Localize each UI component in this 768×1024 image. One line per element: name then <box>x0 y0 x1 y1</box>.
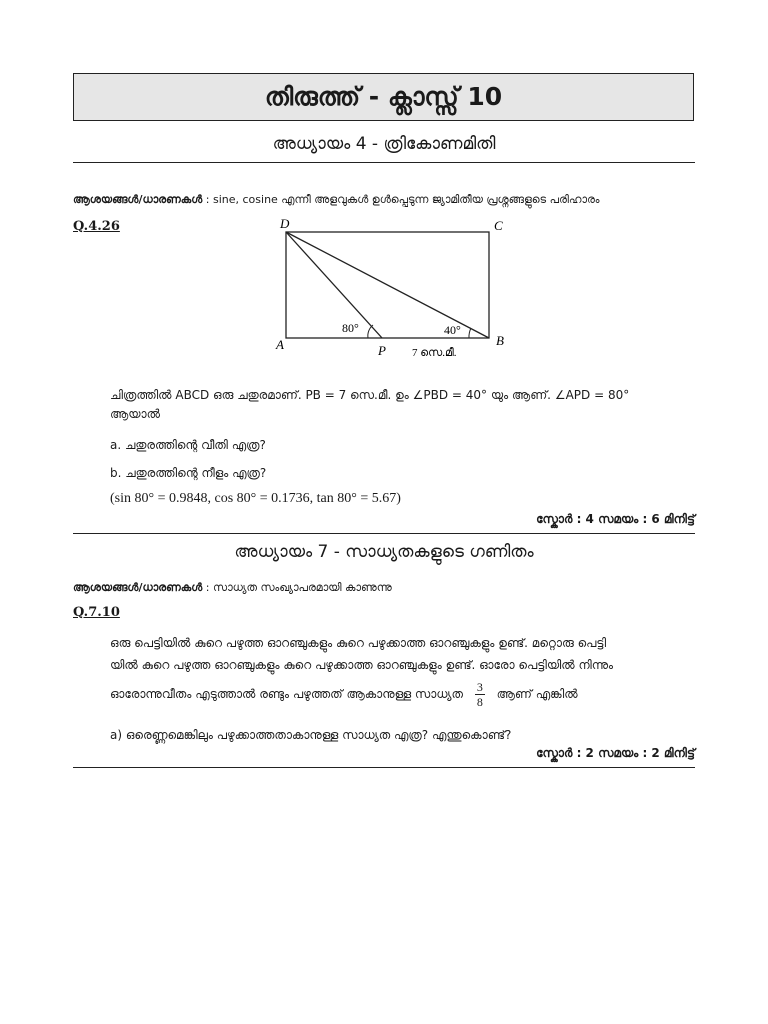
divider <box>73 533 695 534</box>
concept-separator: : <box>205 193 210 206</box>
statement-line: യിൽ കുറെ പഴുത്ത ഓറഞ്ചുകളും കുറെ പഴുക്കാത്ത ഓറഞ്ചുകളും ഉണ്ട്. ഓരോ പെട്ടിയിൽ നിന്നും <box>110 658 614 672</box>
concept-label: ആശയങ്ങൾ/ധാരണകൾ <box>73 193 203 206</box>
label-a: A <box>276 337 284 352</box>
concept-text: sine, cosine എന്നീ അളവുകൾ ഉൾപ്പെടുന്ന ജ്യാമിതീയ പ്രശ്നങ്ങളുടെ പരിഹാരം <box>212 193 600 206</box>
statement-fragment: ആണ് എങ്കിൽ <box>496 687 578 701</box>
concept-line-q7 <box>73 581 392 595</box>
score-q7: സ്കോർ : 2 സമയം : 2 മിനിട്ട് <box>536 746 695 760</box>
statement-line: ഒരു പെട്ടിയിൽ കുറെ പഴുത്ത ഓറഞ്ചുകളും കുറെ പഴുക്കാത്ത ഓറഞ്ചുകളും ഉണ്ട്. മറ്റൊരു പെട്ടി <box>110 636 607 650</box>
line-dp <box>286 232 382 338</box>
statement-line: ആയാൽ <box>110 407 160 421</box>
fraction <box>475 680 485 709</box>
fraction-numerator: 3 <box>476 680 483 694</box>
divider <box>73 767 695 768</box>
page-title: തിരുത്ത് - ക്ലാസ്സ് 10 <box>73 73 694 121</box>
question-number-q4: Q.4.26 <box>73 219 120 234</box>
fraction-denominator: 8 <box>476 695 483 709</box>
concept-label: ആശയങ്ങൾ/ധാരണകൾ <box>73 581 203 594</box>
concept-separator: : <box>205 581 210 594</box>
concept-line-q4 <box>73 193 600 207</box>
chapter-4-title: അധ്യായം 4 - ത്രികോണമിതി <box>272 134 496 154</box>
question-number-q7: Q.7.10 <box>73 605 120 620</box>
part-a-q7: a) ഒരെണ്ണമെങ്കിലും പഴുക്കാത്തതാകാനുള്ള സാധ്യത എത്ര? എന്തുകൊണ്ട്? <box>110 728 512 742</box>
label-p: P <box>378 343 386 358</box>
concept-text: സാധ്യത സംഖ്യാപരമായി കാണുന്നു <box>212 581 392 594</box>
angle-arc-b <box>469 328 471 338</box>
score-q4: സ്കോർ : 4 സമയം : 6 മിനിട്ട് <box>536 512 695 526</box>
statement-line: ചിത്രത്തിൽ ABCD ഒരു ചതുരമാണ്. PB = 7 സെ.മീ. ഉം ∠PBD = 40° യും ആണ്. ∠APD = 80° <box>110 388 630 402</box>
part-a-q4: a. ചതുരത്തിന്റെ വീതി എത്ര? <box>110 438 266 452</box>
statement-line <box>110 680 695 709</box>
angle-label-b: 40° <box>444 323 461 337</box>
length-label-pb: 7 സെ.മീ. <box>412 347 457 359</box>
chapter-7-title: അധ്യായം 7 - സാധ്യതകളുടെ ഗണിതം <box>234 542 534 562</box>
rectangle-figure <box>270 212 515 362</box>
question-statement-q7 <box>110 632 695 709</box>
label-c: C <box>494 218 503 233</box>
question-statement-q4 <box>110 384 695 422</box>
label-d: D <box>280 216 290 231</box>
given-values: (sin 80° = 0.9848, cos 80° = 0.1736, tan 80° = 5.67) <box>110 491 401 506</box>
label-b: B <box>496 333 504 348</box>
statement-fragment: ഓരോന്നുവീതം എടുത്താൽ രണ്ടും പഴുത്തത് ആകാനുള്ള സാധ്യത <box>110 687 463 701</box>
angle-label-p: 80° <box>342 321 359 335</box>
divider <box>73 162 695 163</box>
part-b-q4: b. ചതുരത്തിന്റെ നീളം എത്ര? <box>110 466 267 480</box>
